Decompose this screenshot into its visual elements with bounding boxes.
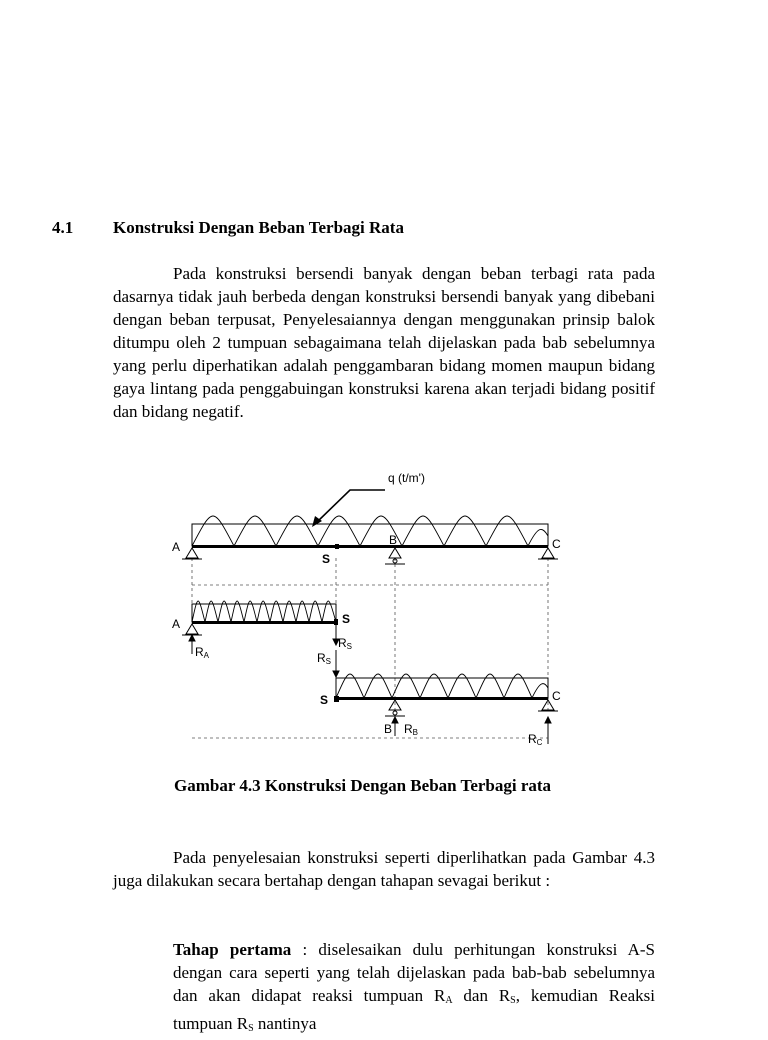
reaction-rs-up: RS [338,636,353,651]
second-paragraph: Pada penyelesaian konstruksi seperti diperlihatkan pada Gambar 4.3 juga dilakukan secara bertahap dengan tahapan sevagai berikut : [113,848,655,890]
reaction-rc: RC [528,732,543,747]
step-text-3: , kemudian Reaksi tumpuan R [173,986,655,1033]
step-text-4: nantinya [253,1014,317,1033]
label-s-mid: S [342,612,351,626]
beam-sc [334,674,548,702]
section-title: Konstruksi Dengan Beban Terbagi Rata [113,218,404,237]
label-c-top: C [552,537,561,551]
label-b-top: B [389,533,398,547]
figure-labels [172,471,561,747]
beam-as [192,601,338,625]
step-text-1: diselesaikan dulu perhitungan konstruksi A-S dengan cara seperti yang telah dijelaskan pada bab-bab sebelumnya dan akan didapat reaksi tumpuan R [173,940,655,1005]
label-c-bottom: C [552,689,561,703]
beam-full [192,516,548,549]
reaction-rb: RB [404,722,419,737]
section-number: 4.1 [52,218,74,237]
step-sub-2: S [510,995,516,1006]
label-s-top: S [322,552,331,566]
step-label: Tahap pertama [173,940,292,959]
figure-caption: Gambar 4.3 Konstruksi Dengan Beban Terbagi rata [174,776,552,795]
step-colon: : [291,940,319,959]
step-text-2: dan R [452,986,511,1005]
step-sub-1: A [445,995,453,1006]
beam-diagram [170,466,590,758]
step-sub-3: S [248,1023,254,1034]
supports [182,548,558,716]
label-s-bottom: S [320,693,329,707]
guide-lines [192,558,548,738]
label-b-bottom: B [384,722,393,736]
label-a-top: A [172,540,181,554]
load-label: q (t/m') [388,471,425,485]
reaction-ra: RA [195,645,210,660]
intro-paragraph: Pada konstruksi bersendi banyak dengan beban terbagi rata pada dasarnya tidak jauh berbeda dengan konstruksi bersendi banyak yang dibebani dengan beban terpusat, Penyelesaiannya dengan menggunakan prinsip balok ditumpu oleh 2 tumpuan sebagaimana telah dijelaskan pada bab sebelumnya yang perlu diperhatikan adalah penggambaran bidang momen maupun bidang gaya lintang pada penggabuingan konstruksi karena akan terjadi bidang positif dan bidang negatif. [113,264,655,421]
beam-figure [170,466,590,758]
label-a-mid: A [172,617,181,631]
reaction-rs-down: RS [317,651,332,666]
step-paragraph [173,938,655,1040]
